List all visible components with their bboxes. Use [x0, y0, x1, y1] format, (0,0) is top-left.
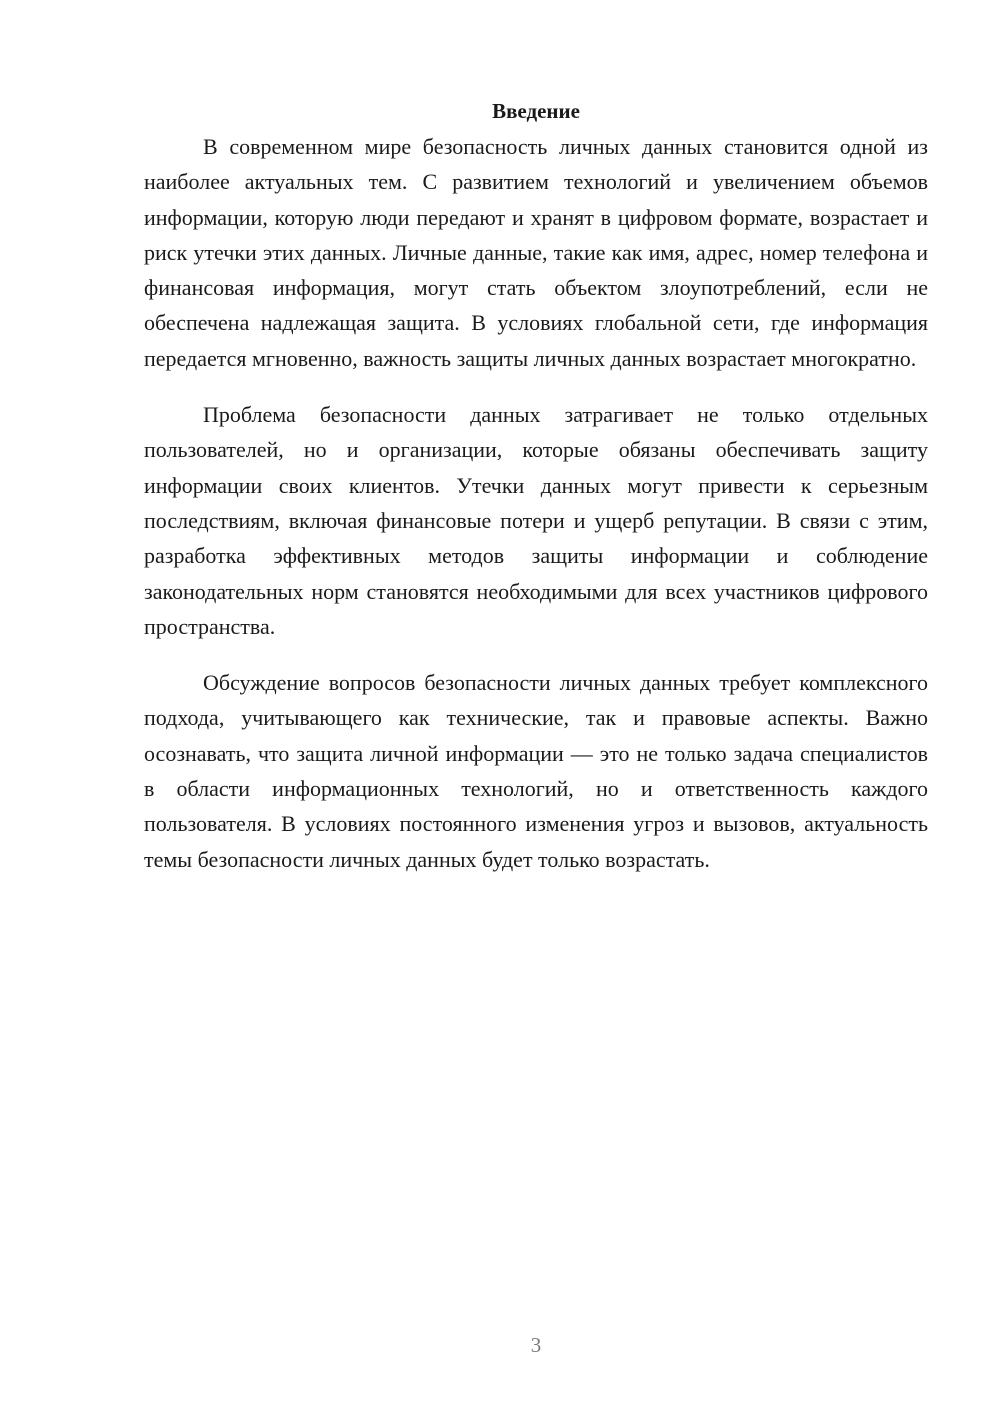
paragraph-2: Проблема безопасности данных затрагивает не только отдельных пользователей, но и организации, которые обязаны обеспечивать защиту информации своих клиентов. Утечки данных могут привести к серьезным последствиям, включая финансовые потери и ущерб репутации. В связи с этим, разработка эффективных методов защиты информации и соблюдение законодательных норм становятся необходимыми для всех участников цифрового пространства.	[144, 402, 928, 639]
paragraph-3: Обсуждение вопросов безопасности личных данных требует комплексного подхода, учитывающего как технические, так и правовые аспекты. Важно осознавать, что защита личной информации — это не только задача специалистов в области информационных технологий, но и ответственность каждого пользователя. В условиях постоянного изменения угроз и вызовов, актуальность темы безопасности личных данных будет только возрастать.	[144, 670, 928, 872]
paragraph-1: В современном мире безопасность личных данных становится одной из наиболее актуальных тем. С развитием технологий и увеличением объемов информации, которую люди передают и хранят в цифровом формате, возрастает и риск утечки этих данных. Личные данные, такие как имя, адрес, номер телефона и финансовая информация, могут стать объектом злоупотреблений, если не обеспечена надлежащая защита. В условиях глобальной сети, где информация передается мгновенно, важность защиты личных данных возрастает многократно.	[144, 134, 928, 371]
page-content	[144, 94, 928, 877]
page-number: 3	[530, 1333, 542, 1357]
section-heading: Введение	[492, 99, 580, 123]
